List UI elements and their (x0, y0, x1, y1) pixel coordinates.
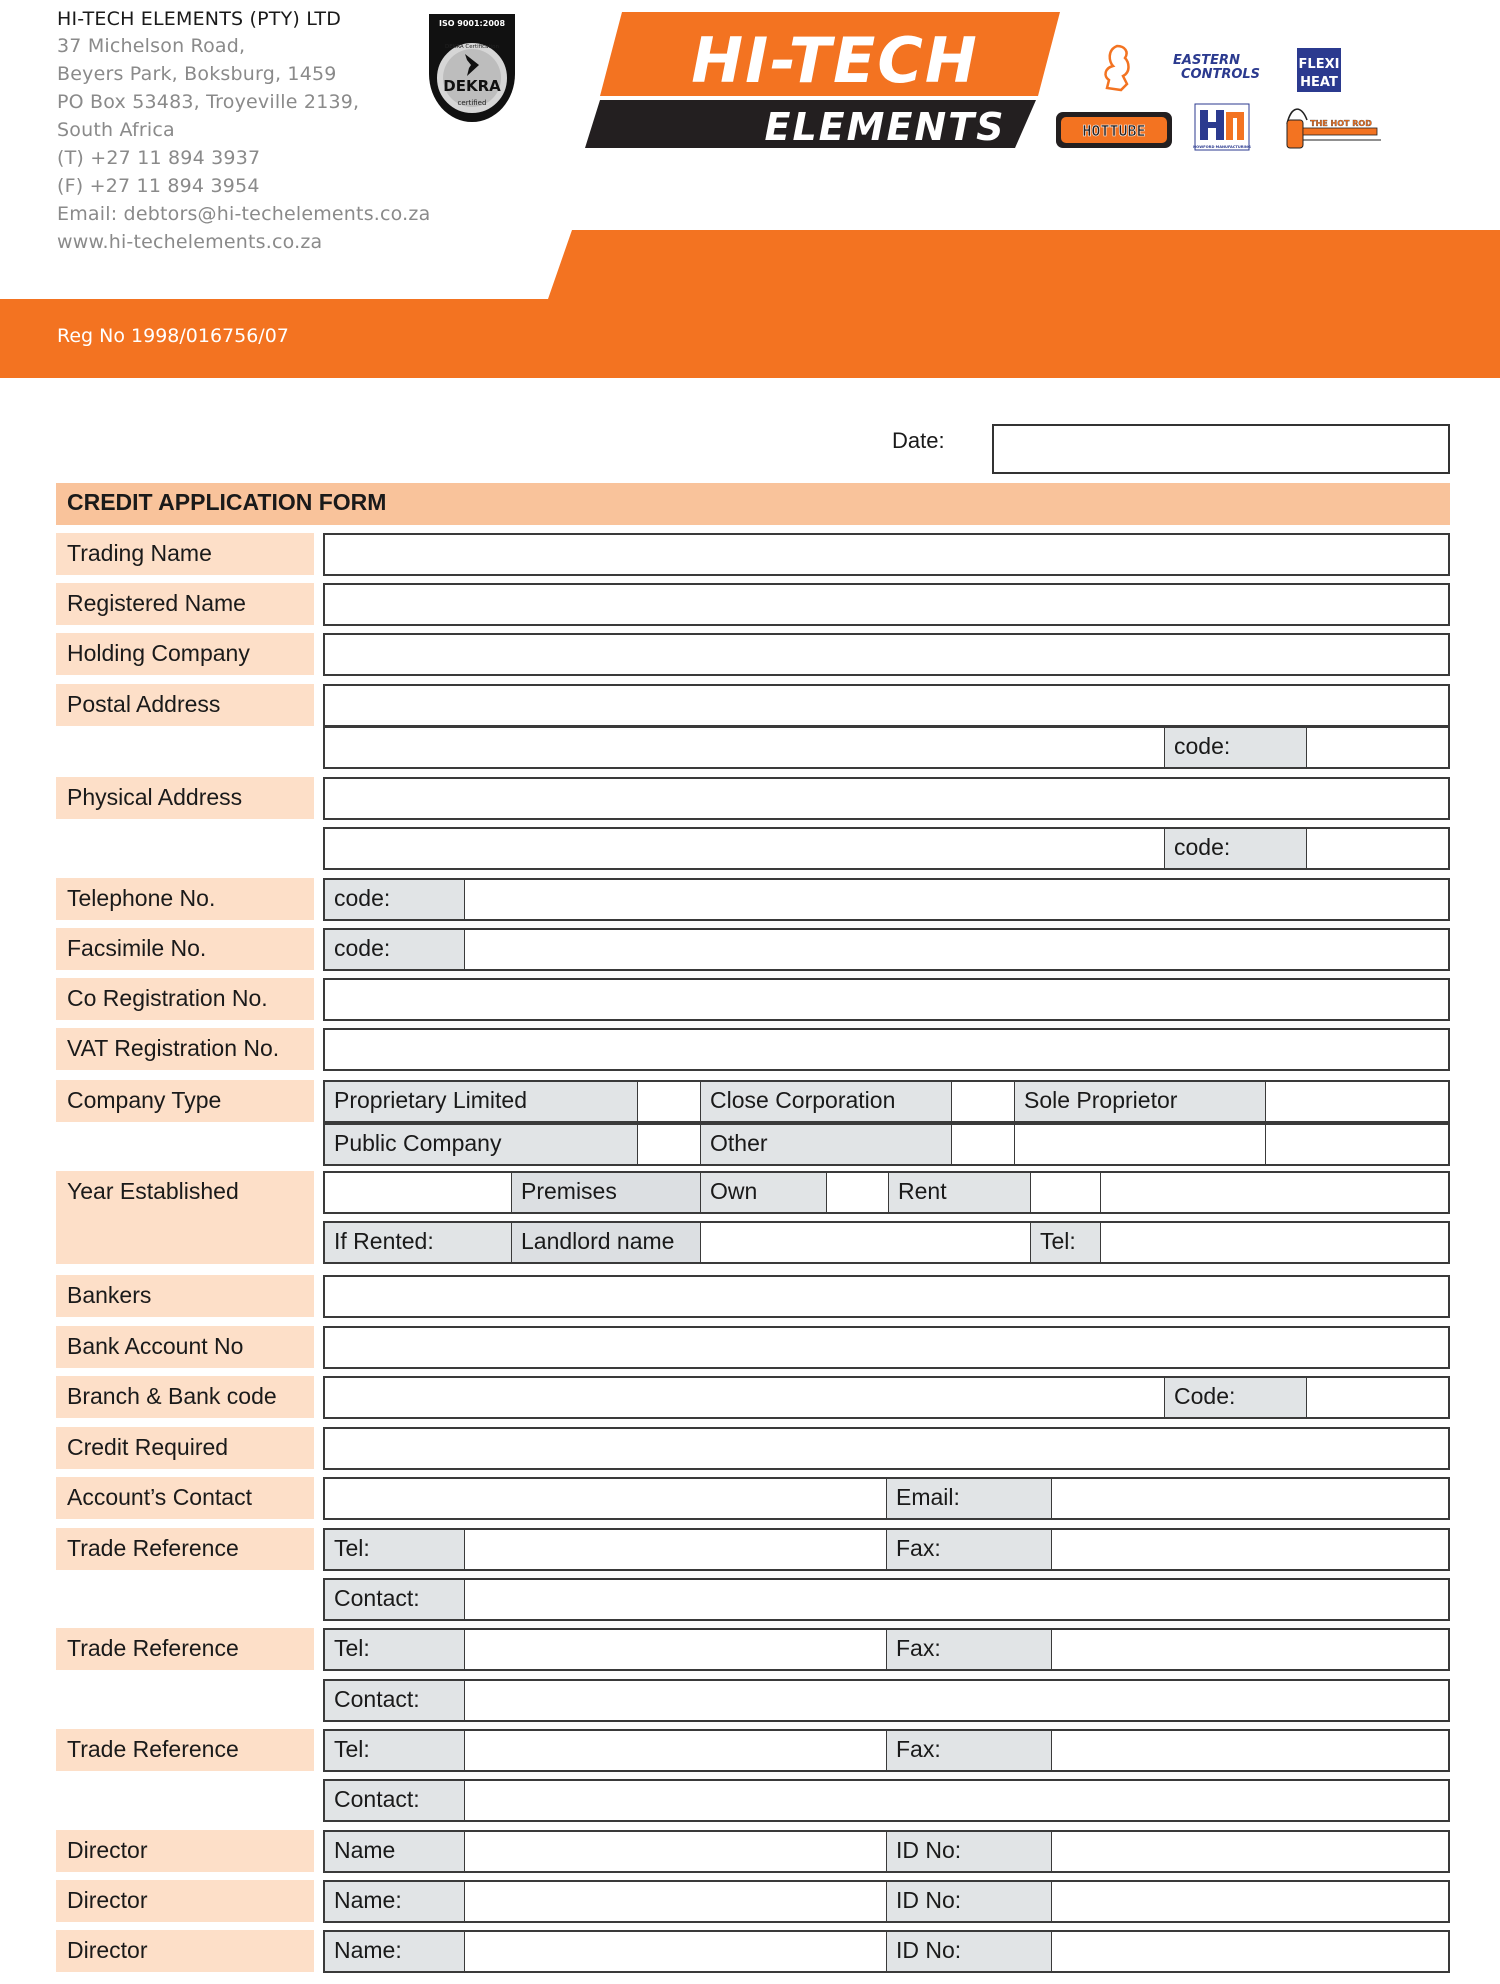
trade-reference-3-row (323, 1729, 1450, 1772)
premises-extra-input[interactable] (1101, 1173, 1448, 1212)
trade-reference-2-row (323, 1628, 1450, 1671)
director-3-id-input[interactable] (1052, 1932, 1448, 1971)
hot-rod-logo (1287, 109, 1381, 148)
hottube-text: HOTTUBE (1082, 122, 1146, 140)
eastern-text: EASTERN (1173, 53, 1240, 68)
director-2-name-label: Name: (325, 1882, 465, 1921)
hot-rod-head (1287, 120, 1303, 148)
holding-company-input[interactable] (323, 633, 1450, 676)
if-rented-label: If Rented: (325, 1223, 512, 1262)
physical-address-line2-row (323, 827, 1450, 870)
trade-ref-1-fax-input[interactable] (1052, 1530, 1448, 1569)
company-type-row-1 (323, 1080, 1450, 1123)
hi-tech-elements-logo (585, 10, 1060, 150)
label-branch-bank-code: Branch & Bank code (56, 1376, 314, 1418)
trade-ref-3-contact-label: Contact: (325, 1781, 465, 1820)
trade-ref-3-fax-input[interactable] (1052, 1731, 1448, 1770)
own-checkbox[interactable] (827, 1173, 889, 1212)
label-trading-name: Trading Name (56, 533, 314, 575)
year-premises-row (323, 1171, 1450, 1214)
rent-checkbox[interactable] (1031, 1173, 1101, 1212)
option-proprietary-limited-label: Proprietary Limited (325, 1082, 638, 1121)
facsimile-row (323, 928, 1450, 971)
landlord-name-input[interactable] (701, 1223, 1031, 1262)
trade-ref-1-fax-label: Fax: (887, 1530, 1052, 1569)
address-line-1: 37 Michelson Road, (57, 35, 246, 57)
co-registration-input[interactable] (323, 978, 1450, 1021)
other-checkbox[interactable] (952, 1125, 1015, 1164)
label-telephone: Telephone No. (56, 878, 314, 920)
registration-number: Reg No 1998/016756/07 (57, 325, 289, 347)
website-line: www.hi-techelements.co.za (57, 231, 323, 253)
howford-manufacturing-logo (1193, 104, 1251, 150)
label-registered-name: Registered Name (56, 583, 314, 625)
accounts-contact-input[interactable] (325, 1479, 887, 1518)
other-specify-input[interactable] (1015, 1125, 1266, 1164)
postal-code-input[interactable] (1307, 728, 1448, 767)
physical-address-line2-input[interactable] (325, 829, 1165, 868)
label-bankers: Bankers (56, 1275, 314, 1317)
director-1-id-label: ID No: (887, 1832, 1052, 1871)
trade-ref-2-tel-label: Tel: (325, 1630, 465, 1669)
trade-ref-3-tel-label: Tel: (325, 1731, 465, 1770)
credit-required-input[interactable] (323, 1427, 1450, 1470)
company-name: HI-TECH ELEMENTS (PTY) LTD (57, 8, 342, 30)
label-trade-reference-1: Trade Reference (56, 1528, 314, 1570)
landlord-tel-label: Tel: (1031, 1223, 1101, 1262)
public-company-checkbox[interactable] (638, 1125, 701, 1164)
postal-address-line2-input[interactable] (325, 728, 1165, 767)
close-corporation-checkbox[interactable] (952, 1082, 1015, 1121)
date-label: Date: (892, 428, 945, 453)
heat-text: HEAT (1300, 75, 1338, 90)
trade-reference-3-contact-row (323, 1779, 1450, 1822)
postal-address-line2-row (323, 726, 1450, 769)
premises-label: Premises (512, 1173, 701, 1212)
accounts-email-input[interactable] (1052, 1479, 1448, 1518)
trade-ref-2-fax-label: Fax: (887, 1630, 1052, 1669)
own-label: Own (701, 1173, 827, 1212)
ring-text: DEKRA Certification (445, 44, 499, 50)
registered-name-input[interactable] (323, 583, 1450, 626)
iso-text: ISO 9001:2008 (438, 19, 506, 28)
dekra-certification-badge (425, 12, 519, 128)
trade-ref-1-contact-input[interactable] (465, 1580, 1448, 1619)
address-line-2: Beyers Park, Boksburg, 1459 (57, 63, 337, 85)
director-3-name-input[interactable] (465, 1932, 887, 1971)
trade-ref-3-tel-input[interactable] (465, 1731, 887, 1770)
label-trade-reference-3: Trade Reference (56, 1729, 314, 1771)
label-vat-registration: VAT Registration No. (56, 1028, 314, 1070)
hot-rod-body (1303, 128, 1377, 135)
howford-text: HOWFORD MANUFACTURING (1193, 145, 1251, 149)
trade-reference-1-row (323, 1528, 1450, 1571)
director-2-row (323, 1880, 1450, 1923)
landlord-name-label: Landlord name (512, 1223, 701, 1262)
controls-text: CONTROLS (1181, 67, 1261, 82)
trade-ref-1-contact-label: Contact: (325, 1580, 465, 1619)
label-facsimile: Facsimile No. (56, 928, 314, 970)
facsimile-code-label: code: (325, 930, 465, 969)
proprietary-limited-checkbox[interactable] (638, 1082, 701, 1121)
hottube-logo (1056, 112, 1172, 148)
physical-code-input[interactable] (1307, 829, 1448, 868)
director-2-name-input[interactable] (465, 1882, 887, 1921)
email-line: Email: debtors@hi-techelements.co.za (57, 203, 431, 225)
label-director-1: Director (56, 1830, 314, 1872)
company-type-row-2 (323, 1123, 1450, 1166)
postal-code-label: code: (1165, 728, 1307, 767)
dekra-text: DEKRA (443, 77, 501, 95)
accounts-email-label: Email: (887, 1479, 1052, 1518)
telephone-line: (T) +27 11 894 3937 (57, 147, 261, 169)
form-title: CREDIT APPLICATION FORM (56, 483, 1450, 525)
option-other-label: Other (701, 1125, 952, 1164)
branch-row (323, 1376, 1450, 1419)
landlord-tel-input[interactable] (1101, 1223, 1448, 1262)
label-director-3: Director (56, 1930, 314, 1972)
director-2-id-label: ID No: (887, 1882, 1052, 1921)
trade-ref-1-tel-input[interactable] (465, 1530, 887, 1569)
hot-rod-text: THE HOT ROD (1310, 119, 1372, 128)
accounts-contact-row (323, 1477, 1450, 1520)
option-sole-proprietor-label: Sole Proprietor (1015, 1082, 1266, 1121)
header-orange-band (0, 230, 1500, 378)
howford-h-right (1216, 110, 1224, 140)
trade-ref-2-tel-input[interactable] (465, 1630, 887, 1669)
trading-name-input[interactable] (323, 533, 1450, 576)
logo-text-elements: ELEMENTS (764, 105, 1006, 149)
eastern-controls-logo (1106, 46, 1261, 90)
label-bank-account: Bank Account No (56, 1326, 314, 1368)
branch-input[interactable] (325, 1378, 1165, 1417)
postal-address-line1-input[interactable] (323, 684, 1450, 727)
director-1-name-label: Name (325, 1832, 465, 1871)
landlord-row (323, 1221, 1450, 1264)
option-close-corporation-label: Close Corporation (701, 1082, 952, 1121)
telephone-input[interactable] (465, 880, 1448, 919)
certified-text: certified (457, 99, 487, 107)
trade-reference-1-contact-row (323, 1578, 1450, 1621)
other-extra-input[interactable] (1266, 1125, 1448, 1164)
flexi-heat-logo (1297, 48, 1341, 92)
sole-proprietor-checkbox[interactable] (1266, 1082, 1448, 1121)
date-input[interactable] (992, 424, 1450, 474)
option-public-company-label: Public Company (325, 1125, 638, 1164)
physical-address-line1-input[interactable] (323, 777, 1450, 820)
lion-icon (1106, 46, 1129, 90)
logo-text-hi-tech: HI-TECH (691, 24, 979, 97)
trade-ref-2-fax-input[interactable] (1052, 1630, 1448, 1669)
trade-ref-1-tel-label: Tel: (325, 1530, 465, 1569)
label-postal-address: Postal Address (56, 684, 314, 726)
trade-reference-2-contact-row (323, 1679, 1450, 1722)
country-line: South Africa (57, 119, 175, 141)
rent-label: Rent (889, 1173, 1031, 1212)
label-physical-address: Physical Address (56, 777, 314, 819)
bank-code-label: Code: (1165, 1378, 1307, 1417)
postal-box-line: PO Box 53483, Troyeville 2139, (57, 91, 360, 113)
director-2-id-input[interactable] (1052, 1882, 1448, 1921)
trade-ref-3-contact-input[interactable] (465, 1781, 1448, 1820)
physical-code-label: code: (1165, 829, 1307, 868)
trade-ref-2-contact-label: Contact: (325, 1681, 465, 1720)
director-1-id-input[interactable] (1052, 1832, 1448, 1871)
label-company-type: Company Type (56, 1080, 314, 1122)
trade-ref-2-contact-input[interactable] (465, 1681, 1448, 1720)
partner-brands (1055, 40, 1475, 155)
label-director-2: Director (56, 1880, 314, 1922)
company-info (57, 6, 430, 256)
label-accounts-contact: Account’s Contact (56, 1477, 314, 1519)
bank-account-input[interactable] (323, 1326, 1450, 1369)
director-3-id-label: ID No: (887, 1932, 1052, 1971)
telephone-row (323, 878, 1450, 921)
bank-code-input[interactable] (1307, 1378, 1448, 1417)
bankers-input[interactable] (323, 1275, 1450, 1318)
facsimile-input[interactable] (465, 930, 1448, 969)
director-1-row (323, 1830, 1450, 1873)
director-1-name-input[interactable] (465, 1832, 887, 1871)
fax-line: (F) +27 11 894 3954 (57, 175, 260, 197)
director-3-row (323, 1930, 1450, 1973)
label-co-registration: Co Registration No. (56, 978, 314, 1020)
label-year-established: Year Established (56, 1171, 314, 1264)
trade-ref-3-fax-label: Fax: (887, 1731, 1052, 1770)
label-trade-reference-2: Trade Reference (56, 1628, 314, 1670)
orange-band-shape (0, 230, 1500, 378)
director-3-name-label: Name: (325, 1932, 465, 1971)
vat-registration-input[interactable] (323, 1028, 1450, 1071)
label-holding-company: Holding Company (56, 633, 314, 675)
label-credit-required: Credit Required (56, 1427, 314, 1469)
telephone-code-label: code: (325, 880, 465, 919)
flexi-text: FLEXI (1298, 57, 1340, 72)
year-established-input[interactable] (325, 1173, 512, 1212)
